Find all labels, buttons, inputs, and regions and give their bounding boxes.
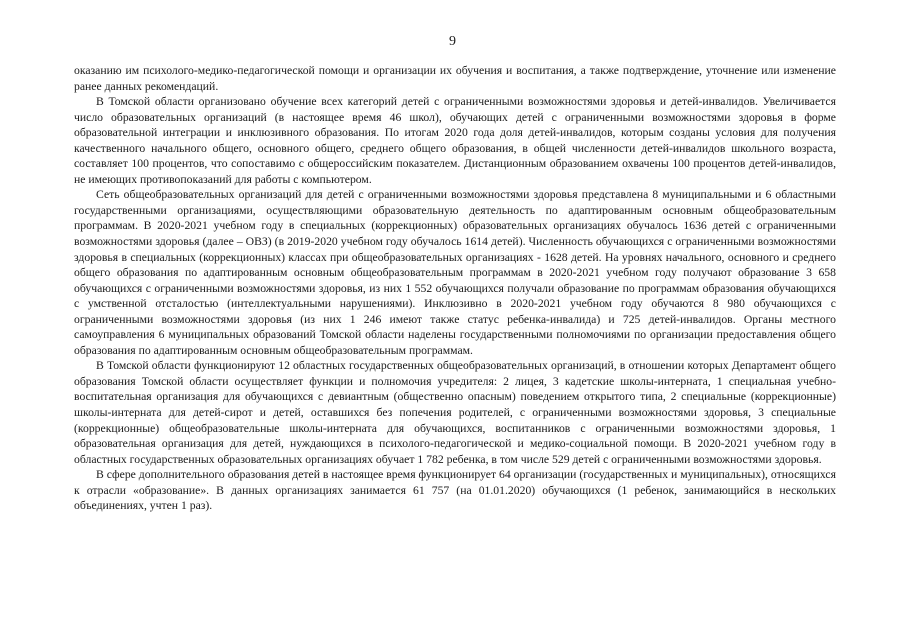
paragraph-continuation: оказанию им психолого-медико-педагогической помощи и организации их обучения и воспитания, а также подтверждение, уточнение или изменение ранее данных рекомендаций. bbox=[74, 64, 836, 93]
paragraph-inclusive-education: В Томской области организовано обучение всех категорий детей с ограниченными возможностями здоровья и детей-инвалидов. Увеличивается число образовательных организаций (в настоящее время 46 школ), обучающих детей с ограниченными возможностями здоровья в форме образовательной интеграции и инклюзивного образования. По итогам 2020 года доля детей-инвалидов, которым созданы условия для получения качественного начального общего, основного общего, среднего общего образования, в общей численности детей-инвалидов школьного возраста, составляет 100 процентов, что сопоставимо с общероссийским показателем. Дистанционным образованием охвачены 100 процентов детей-инвалидов, не имеющих противопоказаний для работы с компьютером. bbox=[74, 95, 836, 186]
paragraph-school-network: Сеть общеобразовательных организаций для детей с ограниченными возможностями здоровья представлена 8 муниципальными и 6 областными государственными организациями, осуществляющими образовательную деятельность по адаптированным основным общеобразовательным программам. В 2020-2021 учебном году в специальных (коррекционных) образовательных организациях обучалось 1636 детей с ограниченными возможностями здоровья (далее – ОВЗ) (в 2019-2020 учебном году обучалось 1614 детей). Численность обучающихся с ограниченными возможностями здоровья в специальных (коррекционных) классах при общеобразовательных организациях - 1628 детей. На уровнях начального, основного и среднего общего образования по адаптированным основным общеобразовательным программам в 2020-2021 учебном году получают образование 3 658 обучающихся с ограниченными возможностями здоровья, из них 1 552 обучающихся получали образование по программам образования обучающихся с умственной отсталостью (интеллектуальными нарушениями). Инклюзивно в 2020-2021 учебном году обучаются 8 980 обучающихся с ограниченными возможностями здоровья (из них 1 246 имеют также статус ребенка-инвалида) и 725 детей-инвалидов. Органы местного самоуправления 6 муниципальных образований Томской области наделены государственными полномочиями по организации предоставления общего образования по адаптированным основным общеобразовательным программам. bbox=[74, 188, 836, 357]
page-number: 9 bbox=[449, 34, 456, 49]
document-body bbox=[74, 63, 836, 514]
paragraph-additional-education: В сфере дополнительного образования детей в настоящее время функционирует 64 организации (государственных и муниципальных), относящихся к отрасли «образование». В данных организациях занимается 61 757 (на 01.01.2020) обучающихся (1 ребенок, занимающийся в нескольких объединениях, учтен 1 раз). bbox=[74, 468, 836, 513]
paragraph-regional-organizations: В Томской области функционируют 12 областных государственных общеобразовательных организаций, в отношении которых Департамент общего образования Томской области осуществляет функции и полномочия учредителя: 2 лицея, 3 кадетские школы-интерната, 1 специальная учебно-воспитательная организация для обучающихся с девиантным (общественно опасным) поведением открытого типа, 2 специальные (коррекционные) школы-интерната для детей-сирот и детей, оставшихся без попечения родителей, с ограниченными возможностями здоровья, 3 специальные (коррекционные) общеобразовательные школы-интерната для обучающихся, воспитанников с ограниченными возможностями здоровья, 1 образовательная организация для детей, нуждающихся в психолого-педагогической и медико-социальной помощи. В 2020-2021 учебном году в областных государственных образовательных организациях обучает 1 782 ребенка, в том числе 529 детей с ограниченными возможностями здоровья. bbox=[74, 359, 836, 466]
